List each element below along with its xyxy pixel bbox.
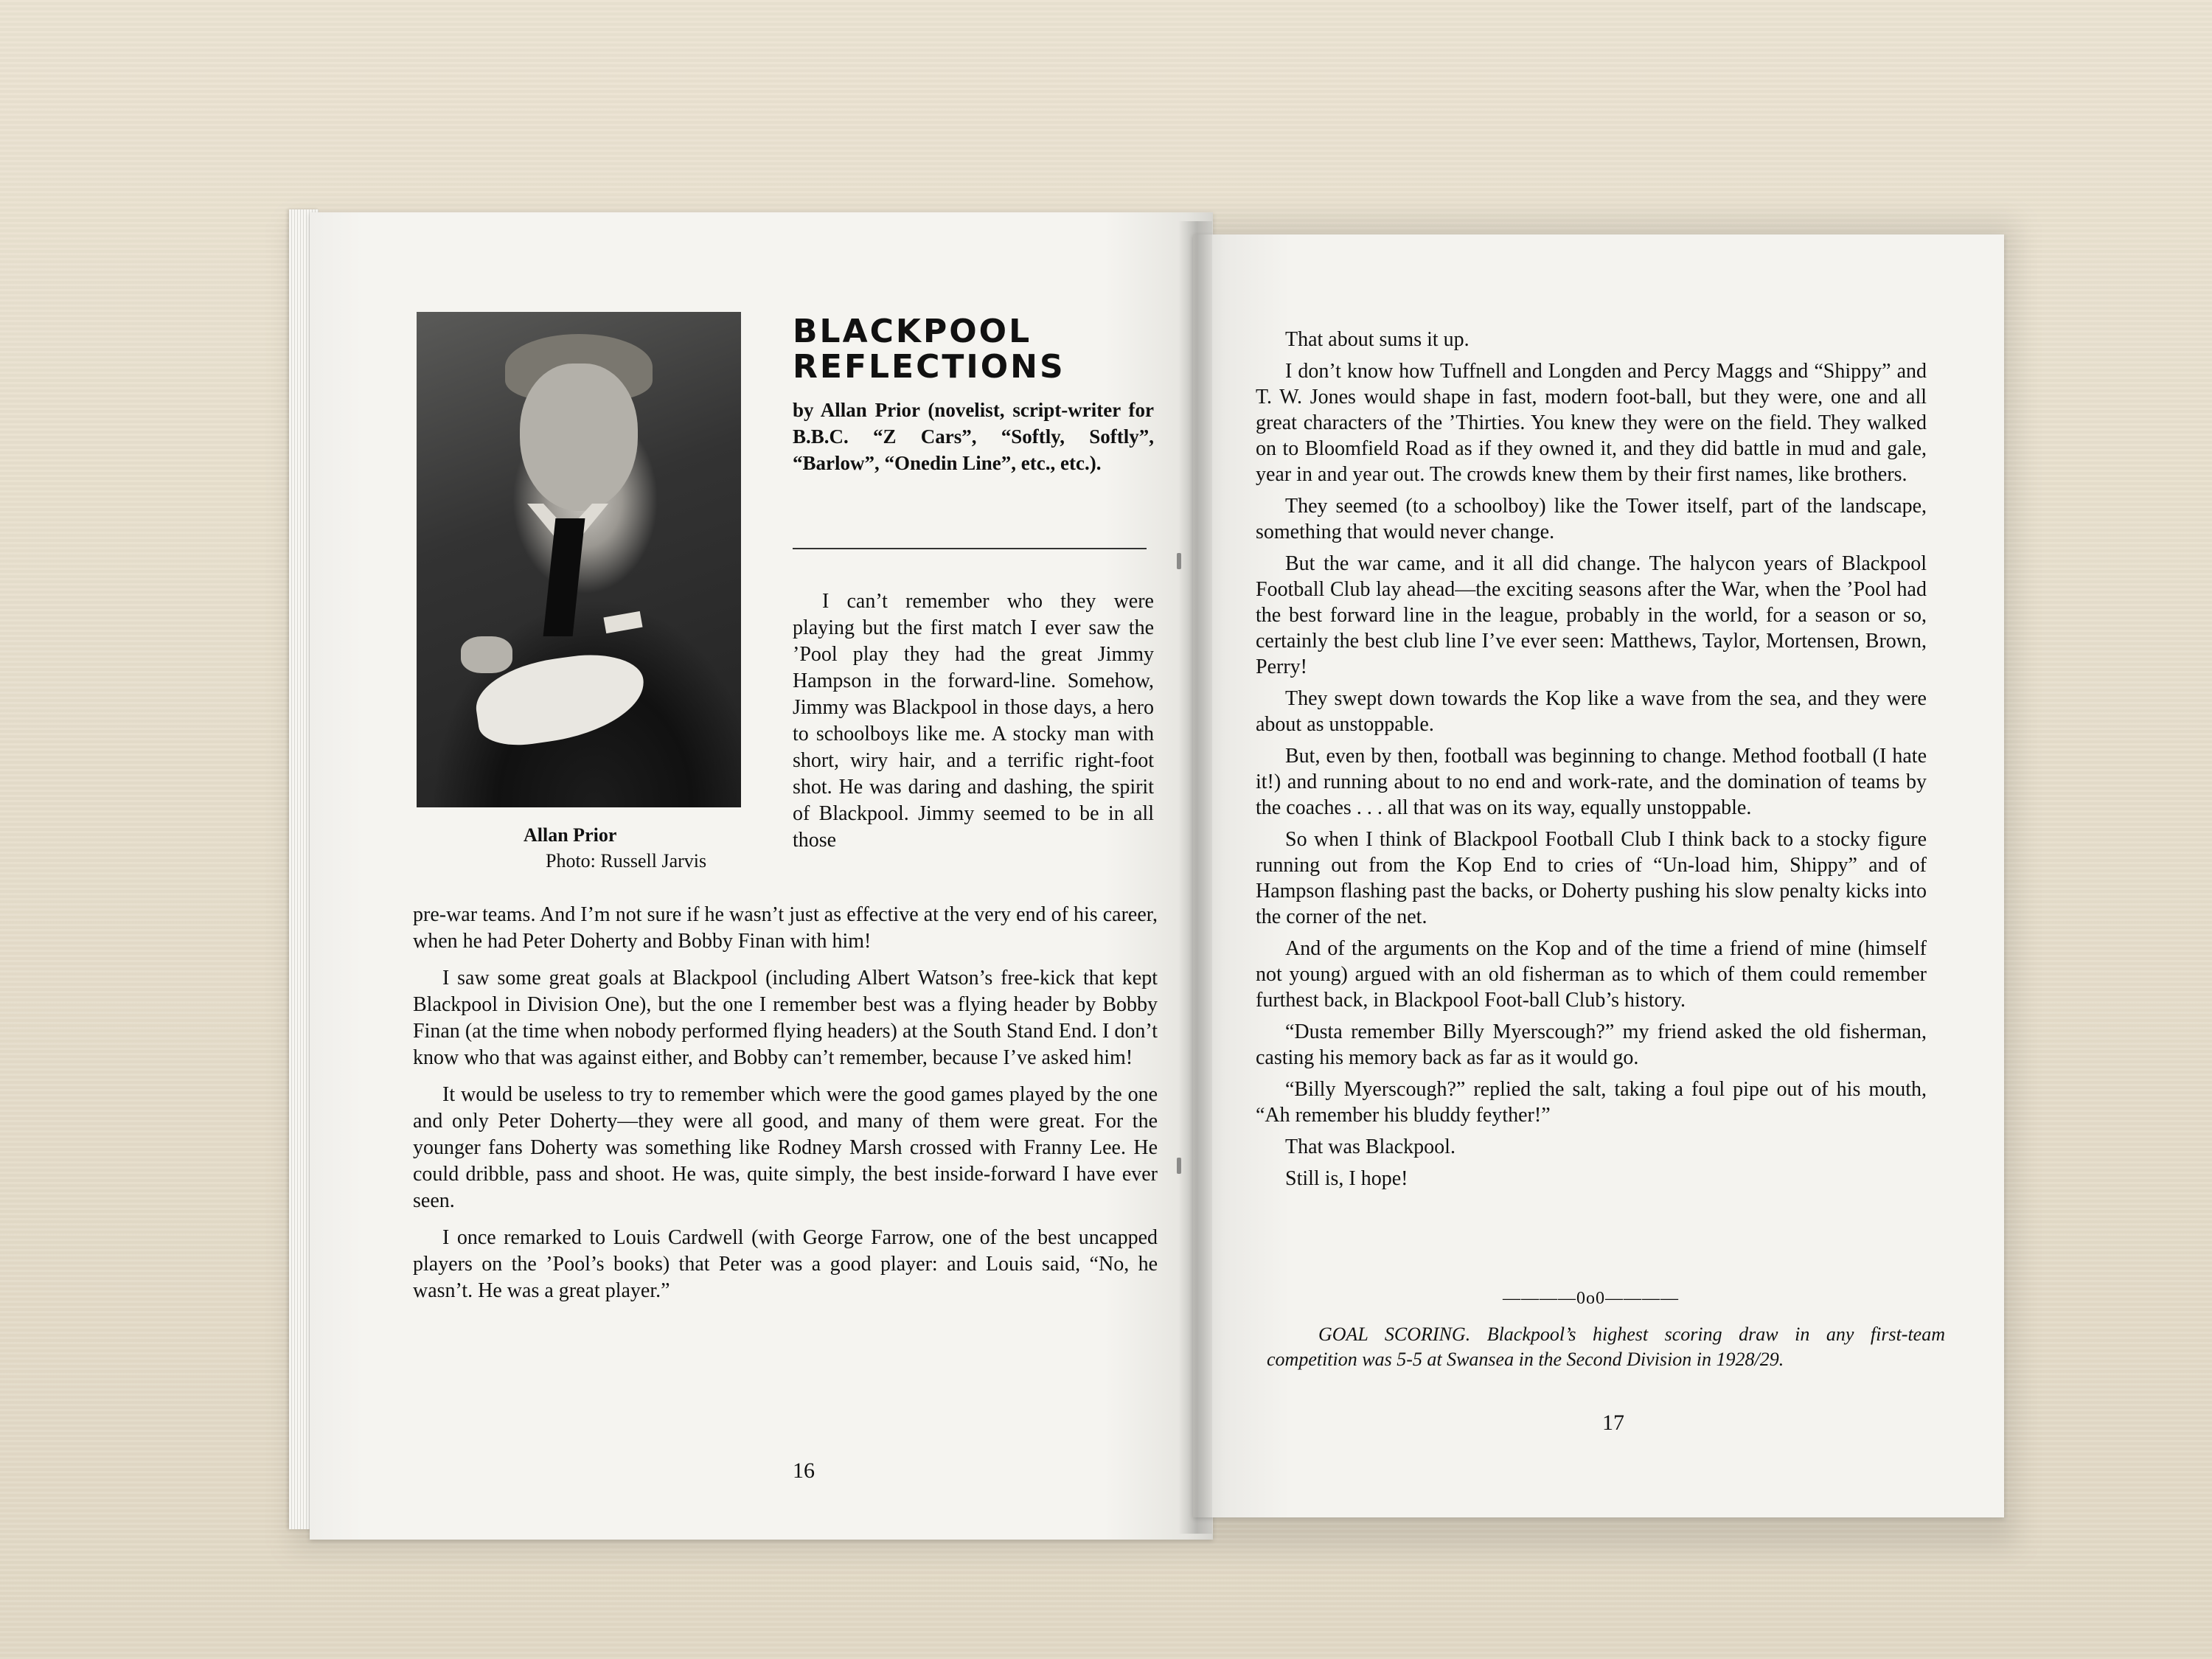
paragraph: I can’t remember who they were playing but the first match I ever saw the ’Pool play they had the great Jimmy Hampson in the forward-line. Somehow, Jimmy was Blackpool in those days, a hero to schoolboys like me. A stocky man with short, wiry hair, and a terrific right-foot shot. He was daring and dashing, the spirit of Blackpool. Jimmy seemed to be in all those <box>793 590 1154 852</box>
photo-caption-credit: Photo: Russell Jarvis <box>546 850 707 872</box>
headline-line-1: BLACKPOOL <box>793 313 1032 350</box>
paragraph: I once remarked to Louis Cardwell (with George Farrow, one of the best uncapped players on the ’Pool’s books) that Peter was a good player: and Louis said, “No, he wasn’t. He was a great player.” <box>413 1226 1158 1302</box>
book-gutter <box>1178 221 1212 1534</box>
left-page <box>310 212 1213 1540</box>
page-number-left: 16 <box>793 1458 815 1483</box>
staple <box>1177 1158 1181 1174</box>
author-photo <box>417 312 741 807</box>
photo-caption-name: Allan Prior <box>524 824 617 846</box>
article-headline <box>793 314 1065 385</box>
left-wide-column <box>413 902 1158 1304</box>
byline-rule <box>793 548 1147 549</box>
paragraph: pre-war teams. And I’m not sure if he wasn’t just as effective at the very end of his career, when he had Peter Doherty and Bobby Finan with him! <box>413 903 1158 953</box>
paragraph: They swept down towards the Kop like a wave from the sea, and they were about as unstoppable. <box>1256 687 1927 736</box>
paragraph: I don’t know how Tuffnell and Longden and Percy Maggs and “Shippy” and T. W. Jones would shape in fast, modern foot-ball, but they were, one and all great characters of the ’Thirties. You knew they were on the field. They walked on to Bloomfield Road as if they owned it, and they did battle in mud and gale, year in and year out. The crowds knew them by their first names, like brothers. <box>1256 360 1927 486</box>
paragraph: So when I think of Blackpool Football Club I think back to a stocky figure running out from the Kop End to cries of “Un-load him, Shippy” and of Hampson flashing past the backs, or Doherty pushing his slow penalty kicks into the corner of the net. <box>1256 828 1927 928</box>
paragraph: Still is, I hope! <box>1285 1167 1408 1190</box>
paragraph: And of the arguments on the Kop and of the time a friend of mine (himself not young) argued with an old fisherman as to which of them could remember furthest back, in Blackpool Foot-ball Club’s history. <box>1256 937 1927 1012</box>
photo-tie <box>543 518 585 636</box>
paragraph: That was Blackpool. <box>1285 1135 1455 1158</box>
paragraph: But, even by then, football was beginning to change. Method football (I hate it!) and running about to no end and work-rate, and the domination of teams by the coaches . . . all that was on its way, equally unstoppable. <box>1256 745 1927 819</box>
paragraph: But the war came, and it all did change. The halycon years of Blackpool Football Club lay ahead—the exciting seasons after the War, when the ’Pool had the best forward line in the league, probably in the world, for a season or so, certainly the best club line I’ve ever seen: Matthews, Taylor, Mortensen, Brown, Perry! <box>1256 552 1927 678</box>
right-page <box>1193 234 2004 1517</box>
left-narrow-column <box>793 588 1154 854</box>
paragraph: I saw some great goals at Blackpool (including Albert Watson’s free-kick that kept Blackpool in Division One), but the one I remember best was a flying header by Bobby Finan (at the time when nobody performed flying headers) at the South Stand End. I don’t know who that was against either, and Bobby can’t remember, because I’ve asked him! <box>413 967 1158 1069</box>
headline-line-2: REFLECTIONS <box>793 348 1065 386</box>
paragraph: “Billy Myerscough?” replied the salt, taking a foul pipe out of his mouth, “Ah remember his bluddy feyther!” <box>1256 1078 1927 1127</box>
staple <box>1177 553 1181 569</box>
article-byline: by Allan Prior (novelist, script-writer for B.B.C. “Z Cars”, “Softly, Softly”, “Barlow”, “Onedin Line”, etc., etc.). <box>793 399 1154 474</box>
paragraph: “Dusta remember Billy Myerscough?” my friend asked the old fisherman, casting his memory back as far as it would go. <box>1256 1020 1927 1069</box>
photo-pocket-square <box>603 611 642 633</box>
section-divider: ————0o0———— <box>1503 1289 1679 1308</box>
paragraph: It would be useless to try to remember which were the good games played by the one and only Peter Doherty—they were all good, and many of them were great. For the younger fans Doherty was something like Rodney Marsh crossed with Franny Lee. He could dribble, pass and shoot. He was, quite simply, the best inside-forward I have ever seen. <box>413 1083 1158 1212</box>
goal-scoring-footnote: GOAL SCORING. Blackpool’s highest scoring draw in any first-team competition was 5-5 at Swansea in the Second Division in 1928/29. <box>1267 1324 1945 1370</box>
paragraph: That about sums it up. <box>1285 328 1470 351</box>
right-column <box>1256 327 1927 1192</box>
photo-hand <box>461 636 512 673</box>
paragraph: They seemed (to a schoolboy) like the Tower itself, part of the landscape, something that would never change. <box>1256 495 1927 543</box>
photo-face <box>520 364 638 511</box>
page-number-right: 17 <box>1602 1411 1624 1435</box>
